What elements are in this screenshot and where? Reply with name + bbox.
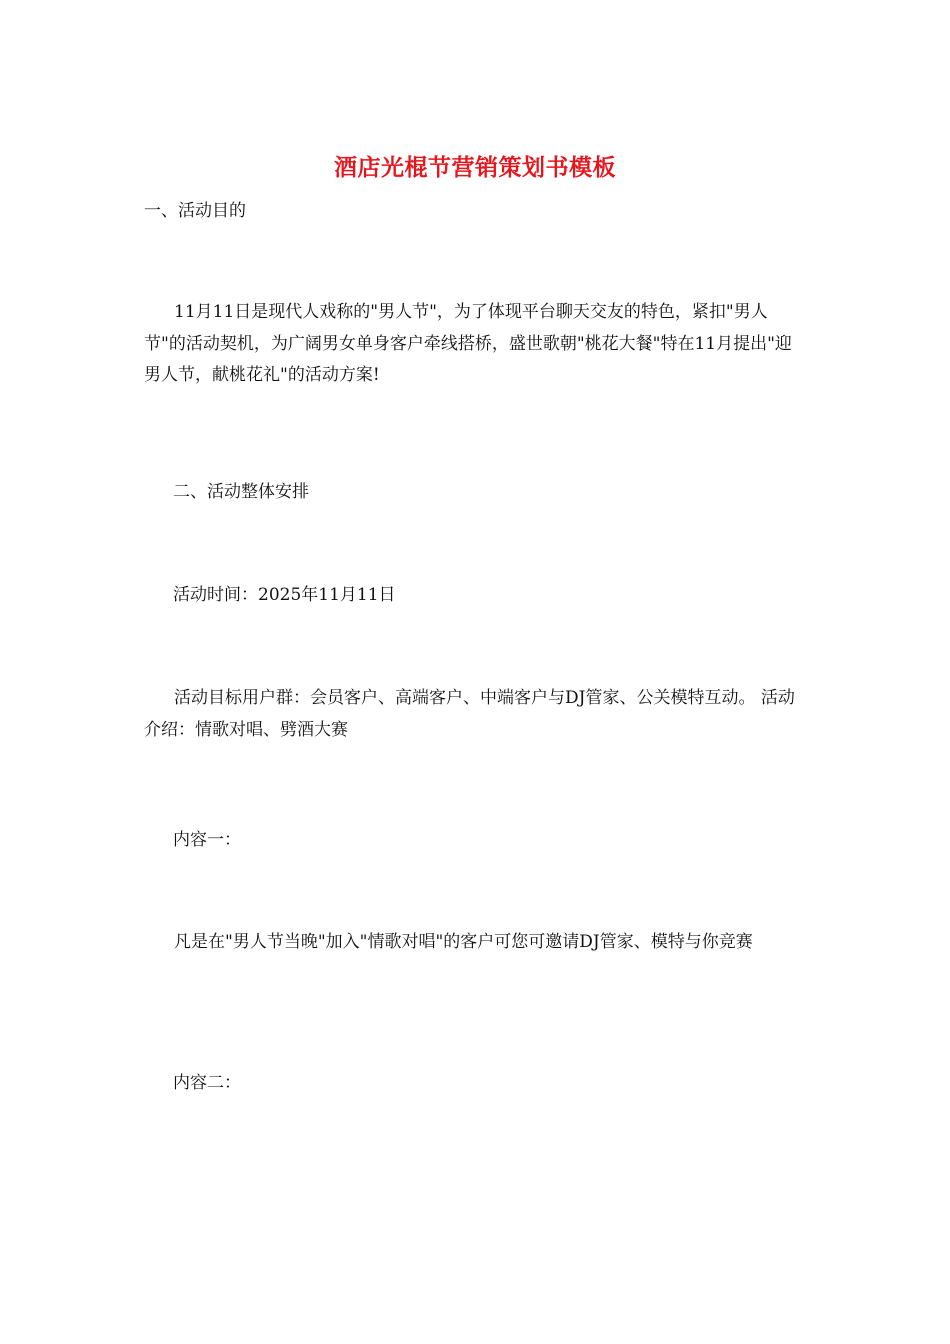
purpose-paragraph: 11月11日是现代人戏称的"男人节"，为了体现平台聊天交友的特色，紧扣"男人节"的活动契机，为广阔男女单身客户牵线搭桥，盛世歌朝"桃花大餐"特在11月提出"迎男人节，献桃花礼"的活动方案! — [144, 302, 792, 385]
content-two-heading: 内容二： — [173, 1073, 241, 1093]
content-one-heading: 内容一： — [173, 830, 241, 850]
content-one-paragraph: 凡是在"男人节当晚"加入"情歌对唱"的客户可您可邀请DJ管家、模特与你竞赛 — [174, 932, 753, 952]
section-heading-arrangement: 二、活动整体安排 — [173, 482, 309, 502]
target-users-paragraph: 活动目标用户群：会员客户、高端客户、中端客户与DJ管家、公关模特互动。 活动介绍：情歌对唱、劈酒大赛 — [144, 688, 795, 740]
document-title: 酒店光棍节营销策划书模板 — [334, 154, 616, 181]
section-heading-purpose: 一、活动目的 — [144, 201, 246, 221]
activity-time: 活动时间：2025年11月11日 — [173, 585, 396, 605]
